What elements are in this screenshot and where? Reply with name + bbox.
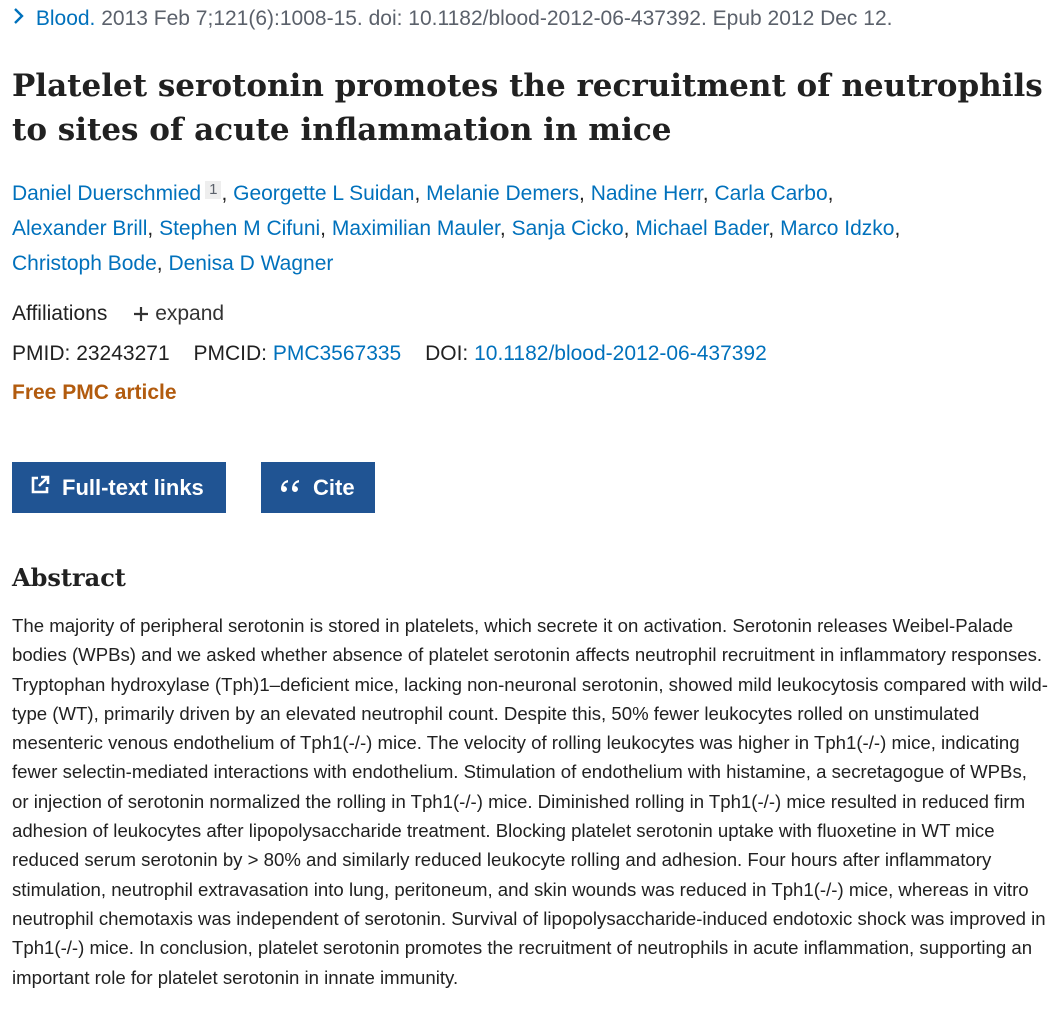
author-link[interactable]: Maximilian Mauler [331,217,500,240]
article-title: Platelet serotonin promotes the recruitment of neutrophils to sites of acute inflammation in mice [12,68,1043,148]
author-link[interactable]: Georgette L Suidan [233,182,415,205]
pmid-value: 23243271 [76,342,170,365]
author-link[interactable]: Stephen M Cifuni [159,217,321,240]
affiliations-label: Affiliations [12,302,108,325]
author-link[interactable]: Carla Carbo [714,182,828,205]
cite-button[interactable] [261,462,375,513]
author-link[interactable]: Michael Bader [635,217,769,240]
abstract-text: The majority of peripheral serotonin is stored in platelets, which secrete it on activation. Serotonin releases Weibel-Palade bodies (WPBs) and we asked whether absence of platelet serotonin affects neutrophil recruitment in inflammatory responses. Tryptophan hydroxylase (Tph)1–deficient mice, lacking non-neuronal serotonin, showed mild leukocytosis compared with wild-type (WT), primarily driven by an elevated neutrophil count. Despite this, 50% fewer leukocytes rolled on unstimulated mesenteric venous endothelium of Tph1(-/-) mice. The velocity of rolling leukocytes was higher in Tph1(-/-) mice, indicating fewer selectin-mediated interactions with endothelium. Stimulation of endothelium with histamine, a secretagogue of WPBs, or injection of serotonin normalized the rolling in Tph1(-/-) mice. Diminished rolling in Tph1(-/-) mice resulted in reduced firm adhesion of leukocytes after lipopolysaccharide treatment. Blocking platelet serotonin uptake with fluoxetine in WT mice reduced serum serotonin by > 80% and similarly reduced leukocyte rolling and adhesion. Four hours after inflammatory stimulation, neutrophil extravasation into lung, peritoneum, and skin wounds was reduced in Tph1(-/-) mice, whereas in vitro neutrophil chemotaxis was independent of serotonin. Survival of lipopolysaccharide-induced endotoxic shock was improved in Tph1(-/-) mice. In conclusion, platelet serotonin promotes the recruitment of neutrophils in acute inflammation, supporting an important role for platelet serotonin in innate immunity. [12,615,1048,988]
quote-icon [279,475,301,501]
full-text-links-button[interactable] [12,462,226,513]
pmid-group [12,342,175,365]
pmid-label: PMID: [12,342,71,365]
chevron-right-icon[interactable] [12,4,30,34]
author-link[interactable]: Melanie Demers [426,182,580,205]
citation-details: 2013 Feb 7;121(6):1008-15. doi: 10.1182/blood-2012-06-437392. Epub 2012 Dec 12. [101,7,893,30]
affiliations-expand-button[interactable] [133,302,224,325]
affiliations-row [12,298,224,332]
author-link[interactable]: Denisa D Wagner [168,252,334,275]
citation-line [12,4,892,34]
author-link[interactable]: Alexander Brill [12,217,148,240]
affiliation-number-badge[interactable]: 1 [205,181,221,199]
pmcid-link[interactable]: PMC3567335 [272,342,402,365]
expand-label: expand [155,302,225,325]
author-link[interactable]: Christoph Bode [12,252,157,275]
pmcid-group [193,342,407,365]
author-list: Daniel Duerschmied 1 , Georgette L Suidan, Melanie Demers, Nadine Herr, Carla Carbo, Alexander Brill, Stephen M Cifuni, Maximilian Mauler, Sanja Cicko, Michael Bader, Marco Idzko, Christoph Bode, Denisa D Wagner [12,181,901,275]
doi-label: DOI: [425,342,469,365]
free-pmc-article-label: Free PMC article [12,381,177,404]
plus-icon [133,300,149,332]
doi-link[interactable]: 10.1182/blood-2012-06-437392 [474,342,767,365]
pmcid-label: PMCID: [193,342,267,365]
abstract-heading: Abstract [12,563,126,592]
identifier-row [12,338,785,370]
doi-group [425,342,767,365]
author-link[interactable]: Nadine Herr [590,182,703,205]
author-link[interactable]: Daniel Duerschmied [12,182,202,205]
full-text-links-label: Full-text links [62,474,204,500]
author-link[interactable]: Marco Idzko [780,217,895,240]
journal-link[interactable]: Blood. [35,7,96,30]
author-link[interactable]: Sanja Cicko [511,217,624,240]
external-link-icon [30,475,50,501]
cite-label: Cite [313,474,355,500]
